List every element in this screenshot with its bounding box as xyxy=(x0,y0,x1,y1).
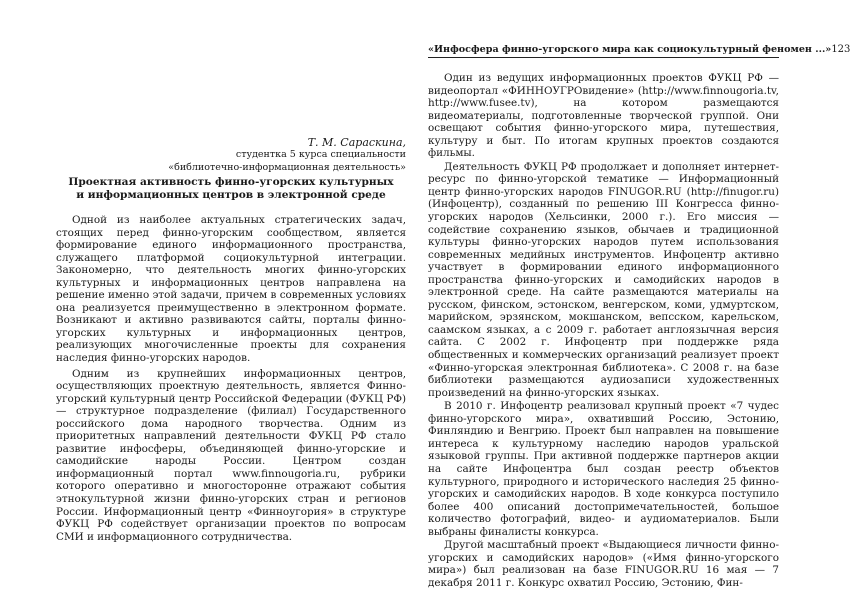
left-column xyxy=(56,214,406,546)
article-title-line2: и информационных центров в электронной среде xyxy=(76,188,386,201)
running-head xyxy=(428,44,850,56)
byline xyxy=(56,136,406,174)
author-affiliation-line1: студентка 5 курса специальности xyxy=(235,149,406,160)
article-title-line1: Проектная активность финно-угорских культурных xyxy=(68,176,394,188)
author-affiliation-line2: «библиотечно-информационная деятельность» xyxy=(168,161,406,173)
header-rule xyxy=(428,57,779,58)
right-paragraph-4: Другой масштабный проект «Выдающиеся личности финно-угорских и самодийских народов» («Имя финно-угорского мира») был реализован на базе FINUGOR.RU 16 мая — 7 декабря 2011 г. Конкурс охватил Россию, Эстонию, Фин- xyxy=(428,539,779,589)
page-number: 123 xyxy=(831,44,850,55)
right-paragraph-2: Деятельность ФУКЦ РФ продолжает и дополняет интернет-ресурс по финно-угорской тематике — Информационный центр финно-угорских народов FINUGOR.RU (http://finugor.ru) (Инфоцентр), созданный по решению III Конгресса финно-угорских народов (Хельсинки, 2000 г.). Его миссия — содействие сохранению языков, обычаев и традиционной культуры финно-угорских народов путем использования современных медийных инструментов. Инфоцентр активно участвует в формировании единого информационного пространства финно-угорских и самодийских народов в электронной среде. На сайте размещаются материалы на русском, финском, эстонском, венгерском, коми, удмуртском, марийском, эрзянском, мокшанском, вепсском, карельском, саамском языках, а с 2009 г. работает англоязычная версия сайта. С 2002 г. Инфоцентр при поддержке ряда общественных и коммерческих организаций реализует проект «Финно-угорская электронная библиотека». С 2008 г. на базе библиотеки размещаются аудиозаписи художественных произведений на финно-угорских языках. xyxy=(428,160,779,399)
left-paragraph-1: Одной из наиболее актуальных стратегических задач, стоящих перед финно-угорским сообществом, является формирование единого информационного пространства, служащего платформой социокультурной интеграции. Закономерно, что деятельность многих финно-угорских культурных и информационных центров направлена на решение именно этой задачи, причем в современных условиях она реализуется преимущественно в электронном формате. Возникают и активно развиваются сайты, порталы финно-угорских культурных и информационных центров, реализующих многочисленные проекты для сохранения наследия финно-угорских народов. xyxy=(56,214,406,365)
right-paragraph-1: Один из ведущих информационных проектов ФУКЦ РФ — видеопортал «ФИННОУГРОвидение» (http://www.finnougoria.tv, http://www.fusee.tv), на котором размещаются видеоматериалы, подготовленные творческой группой. Они освещают события финно-угорского мира, путешествия, культуру и быт. По итогам крупных проектов создаются фильмы. xyxy=(428,72,779,160)
right-column xyxy=(428,72,779,590)
author-name: Т. М. Сараскина, xyxy=(307,136,406,149)
right-paragraph-3: В 2010 г. Инфоцентр реализовал крупный проект «7 чудес финно-угорского мира», охвативший Россию, Эстонию, Финляндию и Венгрию. Проект был направлен на повышение интереса к культурному наследию народов уральской языковой группы. При активной поддержке партнеров акции на сайте Инфоцентра был создан реестр объектов культурного, природного и исторического наследия 25 финно-угорских и самодийских народов. В ходе конкурса поступило более 400 описаний достопримечательностей, большое количество фотографий, видео- и аудиоматериалов. Были выбраны финалисты конкурса. xyxy=(428,400,779,538)
left-paragraph-2: Одним из крупнейших информационных центров, осуществляющих проектную деятельность, является Финно-угорский культурный центр Российской Федерации (ФУКЦ РФ) — структурное подразделение (филиал) Государственного российского дома народного творчества. Одним из приоритетных направлений деятельности ФУКЦ РФ стало развитие инфосферы, объединяющей финно-угорские и самодийские народы России. Центром создан информационный портал www.finnougoria.ru, рубрики которого оперативно и многосторонне отражают события этнокультурной жизни финно-угорских стран и регионов России. Информационный центр «Финноугория» в структуре ФУКЦ РФ содействует организации проектов по вопросам СМИ и информационного сотрудничества. xyxy=(56,367,406,543)
running-head-title: «Инфосфера финно-угорского мира как социокультурный феномен ...» xyxy=(428,44,832,55)
article-title xyxy=(56,176,406,201)
